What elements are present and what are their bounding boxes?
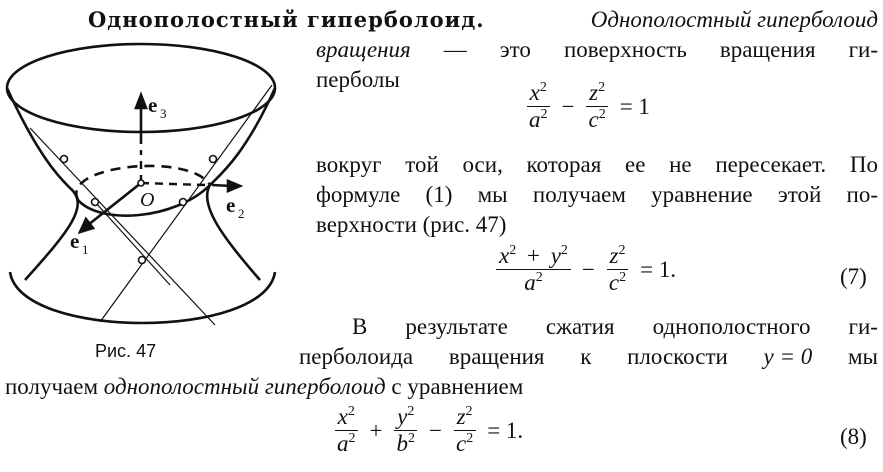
word: оси, <box>462 152 503 177</box>
fraction-y-b: $\frac{y^2}{b^2}$ <box>393 404 418 457</box>
bottom-ellipse-front <box>10 272 275 323</box>
word: которая <box>526 152 602 177</box>
word: формуле <box>316 182 401 207</box>
text-line-9 <box>5 372 523 402</box>
axis-e2-dashed <box>141 183 205 185</box>
text-line-6: верхности (рис. 47) <box>316 212 507 237</box>
word: По <box>849 152 878 177</box>
label-e2-sub: 2 <box>238 206 245 221</box>
word: — <box>443 37 467 62</box>
word: по- <box>846 182 878 207</box>
word: вокруг <box>316 152 382 177</box>
text-line-1 <box>88 5 878 35</box>
word: перболоида <box>299 344 414 369</box>
word: не <box>669 152 692 177</box>
operator-minus: − <box>428 417 442 443</box>
heading-italic-term: Однополостный гиперболоид <box>590 7 878 32</box>
word: мы <box>847 344 878 369</box>
text-line-7 <box>352 312 878 342</box>
equation-number-8: (8) <box>840 424 867 449</box>
equals-one: = 1. <box>640 256 677 282</box>
point-left-upper <box>61 156 68 163</box>
point-bottom-cross <box>139 257 146 264</box>
label-e1: e <box>70 229 80 253</box>
word: с уравнением <box>391 374 524 399</box>
hyperboloid-figure <box>0 40 295 330</box>
ruling-line-left <box>30 128 215 325</box>
word: В <box>352 314 368 339</box>
word: плоскости <box>627 344 728 369</box>
math-y-zero: y = 0 <box>763 344 813 369</box>
word: это <box>499 37 531 62</box>
label-e2: e <box>226 193 236 217</box>
fraction-z-c: $\frac{z^2}{c^2}$ <box>606 243 629 296</box>
word: к <box>580 344 592 369</box>
word: этой <box>777 182 822 207</box>
text-line-8 <box>299 342 878 372</box>
point-right-upper <box>210 156 217 163</box>
equation-8 <box>328 404 528 457</box>
label-e3-sub: 3 <box>160 106 167 121</box>
word: однополостного <box>652 314 811 339</box>
fraction-z-c: $\frac{z^2}{c^2}$ <box>585 80 608 133</box>
point-right-waist <box>180 199 187 206</box>
equation-hyperbola <box>520 80 655 133</box>
word: ее <box>624 152 646 177</box>
term-one-sheet-hyperboloid: однополостный гиперболоид <box>103 374 386 399</box>
point-left-waist <box>92 199 99 206</box>
fraction-z-c: $\frac{z^2}{c^2}$ <box>453 404 476 457</box>
word: сжатия <box>545 314 615 339</box>
fraction-x-a: $\frac{x^2}{a^2}$ <box>526 80 551 133</box>
arrow-e3-head <box>136 95 146 108</box>
word: мы <box>477 182 508 207</box>
origin-point <box>138 180 144 186</box>
word: ги- <box>848 314 878 339</box>
word: вращения <box>448 344 545 369</box>
arrow-e2-head <box>228 181 240 191</box>
operator-minus: − <box>561 93 575 119</box>
fraction-xy-a: $\frac{x^2 + y^2}{a^2}$ <box>496 243 571 296</box>
equation-7 <box>490 243 681 296</box>
equation-number-7: (7) <box>840 264 867 289</box>
equals-one: = 1. <box>487 417 524 443</box>
word: поверхность <box>563 37 687 62</box>
word: получаем <box>5 374 99 399</box>
figure-caption: Рис. 47 <box>95 341 157 361</box>
word: уравнение <box>651 182 753 207</box>
operator-plus: + <box>369 417 383 443</box>
section-heading: Однополостный гиперболоид. <box>88 7 485 32</box>
word: вращения <box>719 37 816 62</box>
label-e3: e <box>148 93 158 117</box>
equals-one: = 1 <box>619 93 650 119</box>
label-e1-sub: 1 <box>82 242 89 257</box>
word: результате <box>405 314 508 339</box>
word: той <box>405 152 439 177</box>
text-line-4 <box>316 150 878 180</box>
text-line-3: перболы <box>316 67 400 92</box>
word: ги- <box>848 37 878 62</box>
word: получаем <box>532 182 626 207</box>
term-rotation: вращения <box>316 37 411 62</box>
label-origin: O <box>140 189 155 211</box>
operator-minus: − <box>581 256 595 282</box>
text-line-5 <box>316 180 878 210</box>
word: пересекает. <box>715 152 827 177</box>
text-line-2 <box>316 35 878 65</box>
word: (1) <box>425 182 453 207</box>
fraction-x-a: $\frac{x^2}{a^2}$ <box>334 404 359 457</box>
